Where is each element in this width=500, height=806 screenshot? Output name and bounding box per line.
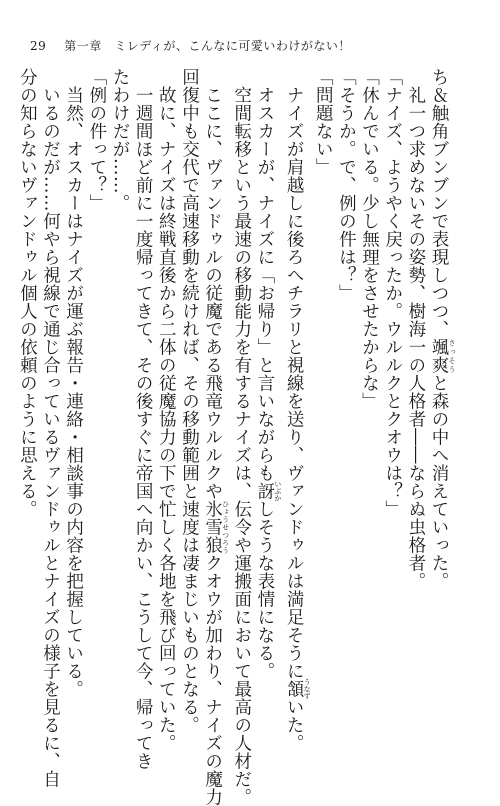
text-line: 「例の件って？」 bbox=[86, 68, 107, 212]
text-line: たわけだが……。 bbox=[109, 68, 130, 212]
running-header bbox=[30, 36, 351, 56]
body-text bbox=[17, 68, 456, 806]
text-line: ち＆触角ブンブンで表現しつつ、颯爽 さっそうと森の中へ消えていった。 bbox=[429, 68, 456, 590]
text-line: 回復中も交代で高速移動を続ければ、その移動範囲と速度は凄まじいものとなる。 bbox=[179, 68, 200, 734]
text-line: 「問題ない」 bbox=[313, 68, 334, 176]
text-line: 「ナイズ、ようやく戻ったか。ウルルクとクオウは？」 bbox=[382, 68, 403, 518]
text-line: 当然、オスカーはナイズが運ぶ報告・連絡・相談事の内容を把握している。 bbox=[63, 68, 84, 698]
text-line: 分の知らないヴァンドゥル個人の依頼のように思える。 bbox=[17, 68, 38, 518]
furigana-word: 氷雪狼 ひょうせつろう bbox=[202, 500, 230, 554]
text-line: 「そうか。で、例の件は？」 bbox=[336, 68, 357, 302]
text-line: 一週間ほど前に一度帰ってきて、その後すぐに帝国へ向かい、こうして今、帰ってき bbox=[133, 68, 154, 770]
text-line: 礼一つ求めないその姿勢、樹海一の人格者――ならぬ虫格者。 bbox=[405, 68, 426, 590]
furigana-word: 訝 いぶか bbox=[254, 480, 282, 502]
text-line: オスカーが、ナイズに「お帰り」と言いながらも訝 いぶかしそうな表情になる。 bbox=[254, 68, 282, 680]
text-line: 故に、ナイズは終戦直後から二体の従魔協力の下で忙しく各地を飛び回っていた。 bbox=[156, 68, 177, 752]
text-line: ナイズが肩越しに後ろへチラリと視線を送り、ヴァンドゥルは満足そうに頷 うなずいた。 bbox=[284, 68, 312, 752]
chapter-title: 第一章 ミレディが、こんなに可愛いわけがない！ bbox=[64, 39, 351, 53]
furigana-word: 頷 うなず bbox=[284, 678, 312, 700]
text-line: ここに、ヴァンドゥルの従魔である飛竜ウルルクや氷雪狼 ひょうせつろうクオウが加わり、ナイズの魔力 bbox=[202, 68, 230, 806]
furigana-word: 颯爽 さっそう bbox=[429, 338, 456, 374]
text-line: 空間転移という最速の移動能力を有するナイズは、伝令や運搬面において最高の人材だ。 bbox=[231, 68, 252, 806]
page-number: 29 bbox=[30, 39, 47, 53]
text-line: いるのだが……何やら視線で通じ合っているヴァンドゥルとナイズの様子を見るに、自 bbox=[40, 68, 61, 788]
text-line: 「休んでいる。少し無理をさせたからな」 bbox=[359, 68, 380, 410]
